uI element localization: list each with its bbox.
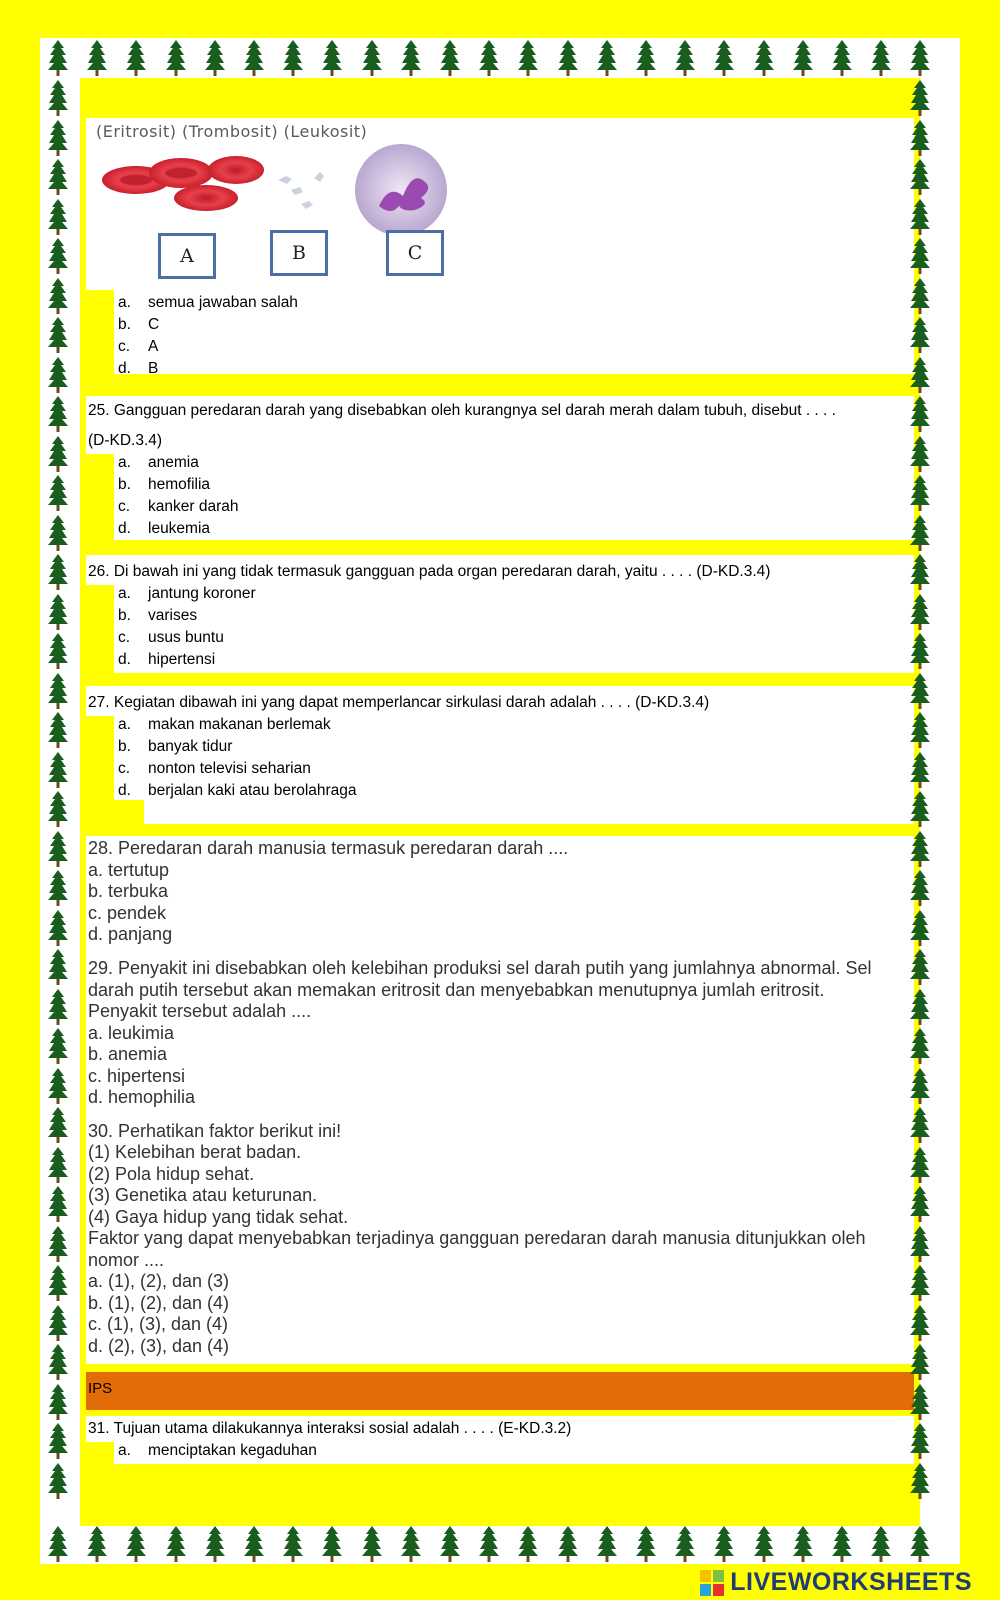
brand-name: LIVEWORKSHEETS (730, 1568, 972, 1596)
pine-tree-icon (440, 1526, 460, 1562)
pine-tree-icon (126, 40, 146, 76)
q25-option-a[interactable]: a. anemia (118, 454, 199, 471)
q30-factor-1: (1) Kelebihan berat badan. (88, 1142, 302, 1162)
thrombocyte-icon (278, 172, 324, 209)
question-25-block (86, 396, 914, 540)
pine-tree-icon (48, 199, 68, 235)
pine-tree-icon (48, 1107, 68, 1143)
pine-tree-icon (48, 594, 68, 630)
pine-tree-icon (793, 40, 813, 76)
pine-tree-icon (910, 870, 930, 906)
pine-tree-icon (244, 1526, 264, 1562)
pine-tree-icon (48, 396, 68, 432)
blood-cells-caption: (Eritrosit) (Trombosit) (Leukosit) (96, 122, 368, 141)
q30-option-c[interactable]: c. (1), (3), dan (4) (88, 1314, 229, 1334)
q24-option-d[interactable]: d. B (118, 360, 159, 377)
q30-text: 30. Perhatikan faktor berikut ini! (88, 1121, 342, 1141)
pine-tree-icon (205, 1526, 225, 1562)
pine-tree-icon (48, 1265, 68, 1301)
pine-tree-icon (910, 40, 930, 76)
pine-tree-icon (48, 791, 68, 827)
pine-tree-icon (910, 80, 930, 116)
q28-option-c[interactable]: c. pendek (88, 903, 167, 923)
pine-tree-icon (910, 989, 930, 1025)
q30-option-a[interactable]: a. (1), (2), dan (3) (88, 1271, 230, 1291)
pine-tree-icon (910, 1107, 930, 1143)
pine-tree-icon (910, 1384, 930, 1420)
question-28-30-block (86, 836, 914, 1364)
erythrocyte-icon (102, 156, 264, 211)
pine-tree-icon (362, 1526, 382, 1562)
pine-tree-icon (48, 515, 68, 551)
yellow-strip (86, 1442, 114, 1464)
pine-tree-icon (910, 357, 930, 393)
pine-tree-icon (714, 40, 734, 76)
q25-option-c[interactable]: c. kanker darah (118, 498, 239, 515)
q29-text-line2: darah putih tersebut akan memakan eritrosit dan menyebabkan menutupnya jumlah eritrosit. (88, 980, 825, 1000)
q29-option-a[interactable]: a. leukimia (88, 1023, 175, 1043)
pine-tree-icon (48, 1226, 68, 1262)
section-header-ips (86, 1372, 914, 1410)
pine-tree-icon (910, 1526, 930, 1562)
pine-tree-icon (636, 1526, 656, 1562)
pine-tree-icon (754, 40, 774, 76)
yellow-strip (86, 290, 114, 374)
q30-option-d[interactable]: d. (2), (3), dan (4) (88, 1336, 230, 1356)
q31-option-a[interactable]: a. menciptakan kegaduhan (118, 1442, 317, 1459)
question-31-block (86, 1416, 914, 1464)
pine-tree-icon (205, 40, 225, 76)
q30-factor-3: (3) Genetika atau keturunan. (88, 1185, 318, 1205)
pine-tree-icon (675, 1526, 695, 1562)
pine-tree-icon (832, 1526, 852, 1562)
pine-tree-icon (166, 40, 186, 76)
pine-tree-icon (518, 40, 538, 76)
yellow-strip (86, 585, 114, 673)
question-27-block (86, 686, 914, 824)
yellow-strip (86, 800, 144, 824)
pine-tree-icon (48, 80, 68, 116)
pine-tree-icon (48, 475, 68, 511)
pine-tree-icon (322, 1526, 342, 1562)
pine-tree-icon (675, 40, 695, 76)
pine-tree-icon (362, 40, 382, 76)
pine-tree-icon (48, 1147, 68, 1183)
pine-tree-icon (48, 712, 68, 748)
pine-tree-icon (910, 1344, 930, 1380)
pine-tree-icon (910, 831, 930, 867)
pine-tree-icon (48, 357, 68, 393)
pine-tree-icon (48, 989, 68, 1025)
pine-tree-icon (910, 159, 930, 195)
pine-tree-icon (48, 40, 68, 76)
pine-tree-icon (48, 831, 68, 867)
q31-text: 31. Tujuan utama dilakukannya interaksi sosial adalah . . . . (E-KD.3.2) (88, 1420, 572, 1437)
pine-tree-icon (440, 40, 460, 76)
liveworksheets-logo-icon (700, 1570, 724, 1596)
pine-tree-icon (910, 1423, 930, 1459)
label-box-a: A (158, 233, 216, 279)
pine-tree-icon (910, 1305, 930, 1341)
q27-option-b[interactable]: b. banyak tidur (118, 738, 233, 755)
q30-factor-4: (4) Gaya hidup yang tidak sehat. (88, 1207, 349, 1227)
q28-option-a[interactable]: a. tertutup (88, 860, 170, 880)
q29-option-c[interactable]: c. hipertensi (88, 1066, 186, 1086)
pine-tree-icon (910, 910, 930, 946)
pine-tree-icon (793, 1526, 813, 1562)
q28-option-b[interactable]: b. terbuka (88, 881, 169, 901)
q25-option-d[interactable]: d. leukemia (118, 520, 211, 537)
pine-tree-icon (910, 317, 930, 353)
q30-question-line1: Faktor yang dapat menyebabkan terjadinya gangguan peredaran darah manusia ditunjukkan oleh (88, 1228, 866, 1248)
pine-tree-icon (48, 1344, 68, 1380)
pine-tree-icon (910, 436, 930, 472)
pine-tree-icon (87, 40, 107, 76)
pine-tree-icon (48, 278, 68, 314)
pine-tree-icon (401, 40, 421, 76)
pine-tree-icon (48, 673, 68, 709)
q26-option-a[interactable]: a. jantung koroner (118, 585, 256, 602)
pine-tree-icon (48, 752, 68, 788)
pine-tree-icon (910, 278, 930, 314)
pine-tree-icon (166, 1526, 186, 1562)
pine-tree-icon (322, 40, 342, 76)
q24-option-a[interactable]: a. semua jawaban salah (118, 294, 298, 311)
pine-tree-icon (910, 594, 930, 630)
q29-text-line1: 29. Penyakit ini disebabkan oleh kelebihan produksi sel darah putih yang jumlahnya abnormal. Sel (88, 958, 872, 978)
pine-tree-icon (479, 1526, 499, 1562)
pine-tree-icon (910, 1265, 930, 1301)
yellow-strip (86, 716, 114, 802)
pine-tree-icon (910, 1186, 930, 1222)
q27-option-a[interactable]: a. makan makanan berlemak (118, 716, 331, 733)
pine-tree-icon (910, 475, 930, 511)
pine-tree-icon (910, 752, 930, 788)
pine-tree-icon (558, 1526, 578, 1562)
pine-tree-icon (910, 673, 930, 709)
q26-option-c[interactable]: c. usus buntu (118, 629, 224, 646)
q29-text-line3: Penyakit tersebut adalah .... (88, 1001, 312, 1021)
q26-text: 26. Di bawah ini yang tidak termasuk gangguan pada organ peredaran darah, yaitu . . . . (D-KD.3.4) (88, 563, 771, 580)
q27-option-c[interactable]: c. nonton televisi seharian (118, 760, 311, 777)
pine-tree-icon (48, 1068, 68, 1104)
pine-tree-icon (871, 40, 891, 76)
pine-tree-icon (597, 1526, 617, 1562)
pine-tree-icon (910, 791, 930, 827)
pine-tree-icon (910, 1028, 930, 1064)
pine-tree-icon (910, 199, 930, 235)
pine-tree-icon (48, 159, 68, 195)
pine-tree-icon (48, 870, 68, 906)
pine-tree-icon (48, 1384, 68, 1420)
pine-tree-icon (558, 40, 578, 76)
pine-tree-icon (48, 1028, 68, 1064)
section-label: IPS (88, 1380, 113, 1397)
leukocyte-icon (355, 144, 447, 236)
pine-tree-icon (910, 712, 930, 748)
pine-tree-icon (401, 1526, 421, 1562)
label-box-c: C (386, 230, 444, 276)
pine-tree-icon (636, 40, 656, 76)
pine-tree-icon (48, 949, 68, 985)
q28-text: 28. Peredaran darah manusia termasuk peredaran darah .... (88, 838, 569, 858)
pine-tree-icon (910, 1068, 930, 1104)
pine-tree-icon (910, 1226, 930, 1262)
pine-tree-icon (48, 1305, 68, 1341)
pine-tree-icon (283, 40, 303, 76)
pine-tree-icon (48, 1186, 68, 1222)
q27-text: 27. Kegiatan dibawah ini yang dapat memperlancar sirkulasi darah adalah . . . . (D-KD.3.4) (88, 694, 710, 711)
pine-tree-icon (910, 1463, 930, 1499)
pine-tree-icon (597, 40, 617, 76)
pine-tree-icon (48, 554, 68, 590)
blood-cells-image (86, 118, 496, 288)
q25-code: (D-KD.3.4) (88, 432, 163, 449)
q27-option-d[interactable]: d. berjalan kaki atau berolahraga (118, 782, 357, 799)
question-26-block (86, 555, 914, 673)
pine-tree-icon (48, 238, 68, 274)
pine-tree-icon (832, 40, 852, 76)
q24-option-b[interactable]: b. C (118, 316, 160, 333)
pine-tree-icon (910, 554, 930, 590)
pine-tree-icon (48, 1423, 68, 1459)
q30-option-b[interactable]: b. (1), (2), dan (4) (88, 1293, 230, 1313)
pine-tree-icon (48, 910, 68, 946)
pine-tree-icon (87, 1526, 107, 1562)
pine-tree-icon (910, 949, 930, 985)
pine-tree-icon (910, 1147, 930, 1183)
q26-option-b[interactable]: b. varises (118, 607, 198, 624)
pine-tree-icon (48, 436, 68, 472)
q28-option-d[interactable]: d. panjang (88, 924, 173, 944)
pine-tree-icon (48, 1526, 68, 1562)
pine-tree-icon (910, 515, 930, 551)
q24-option-c[interactable]: c. A (118, 338, 159, 355)
pine-tree-icon (910, 396, 930, 432)
pine-tree-icon (714, 1526, 734, 1562)
pine-tree-icon (910, 633, 930, 669)
q29-option-b[interactable]: b. anemia (88, 1044, 168, 1064)
pine-tree-icon (48, 317, 68, 353)
label-box-b: B (270, 230, 328, 276)
pine-tree-icon (283, 1526, 303, 1562)
q25-text: 25. Gangguan peredaran darah yang disebabkan oleh kurangnya sel darah merah dalam tubuh, disebut . . . . (88, 402, 836, 419)
pine-tree-icon (126, 1526, 146, 1562)
pine-tree-icon (48, 1463, 68, 1499)
pine-tree-icon (479, 40, 499, 76)
pine-tree-icon (910, 238, 930, 274)
q30-question-line2: nomor .... (88, 1250, 165, 1270)
q26-option-d[interactable]: d. hipertensi (118, 651, 216, 668)
q25-option-b[interactable]: b. hemofilia (118, 476, 211, 493)
q29-option-d[interactable]: d. hemophilia (88, 1087, 196, 1107)
pine-tree-icon (754, 1526, 774, 1562)
pine-tree-icon (48, 633, 68, 669)
pine-tree-icon (244, 40, 264, 76)
pine-tree-icon (871, 1526, 891, 1562)
pine-tree-icon (910, 120, 930, 156)
pine-tree-icon (518, 1526, 538, 1562)
q30-factor-2: (2) Pola hidup sehat. (88, 1164, 255, 1184)
yellow-strip (86, 454, 114, 540)
pine-tree-icon (48, 120, 68, 156)
